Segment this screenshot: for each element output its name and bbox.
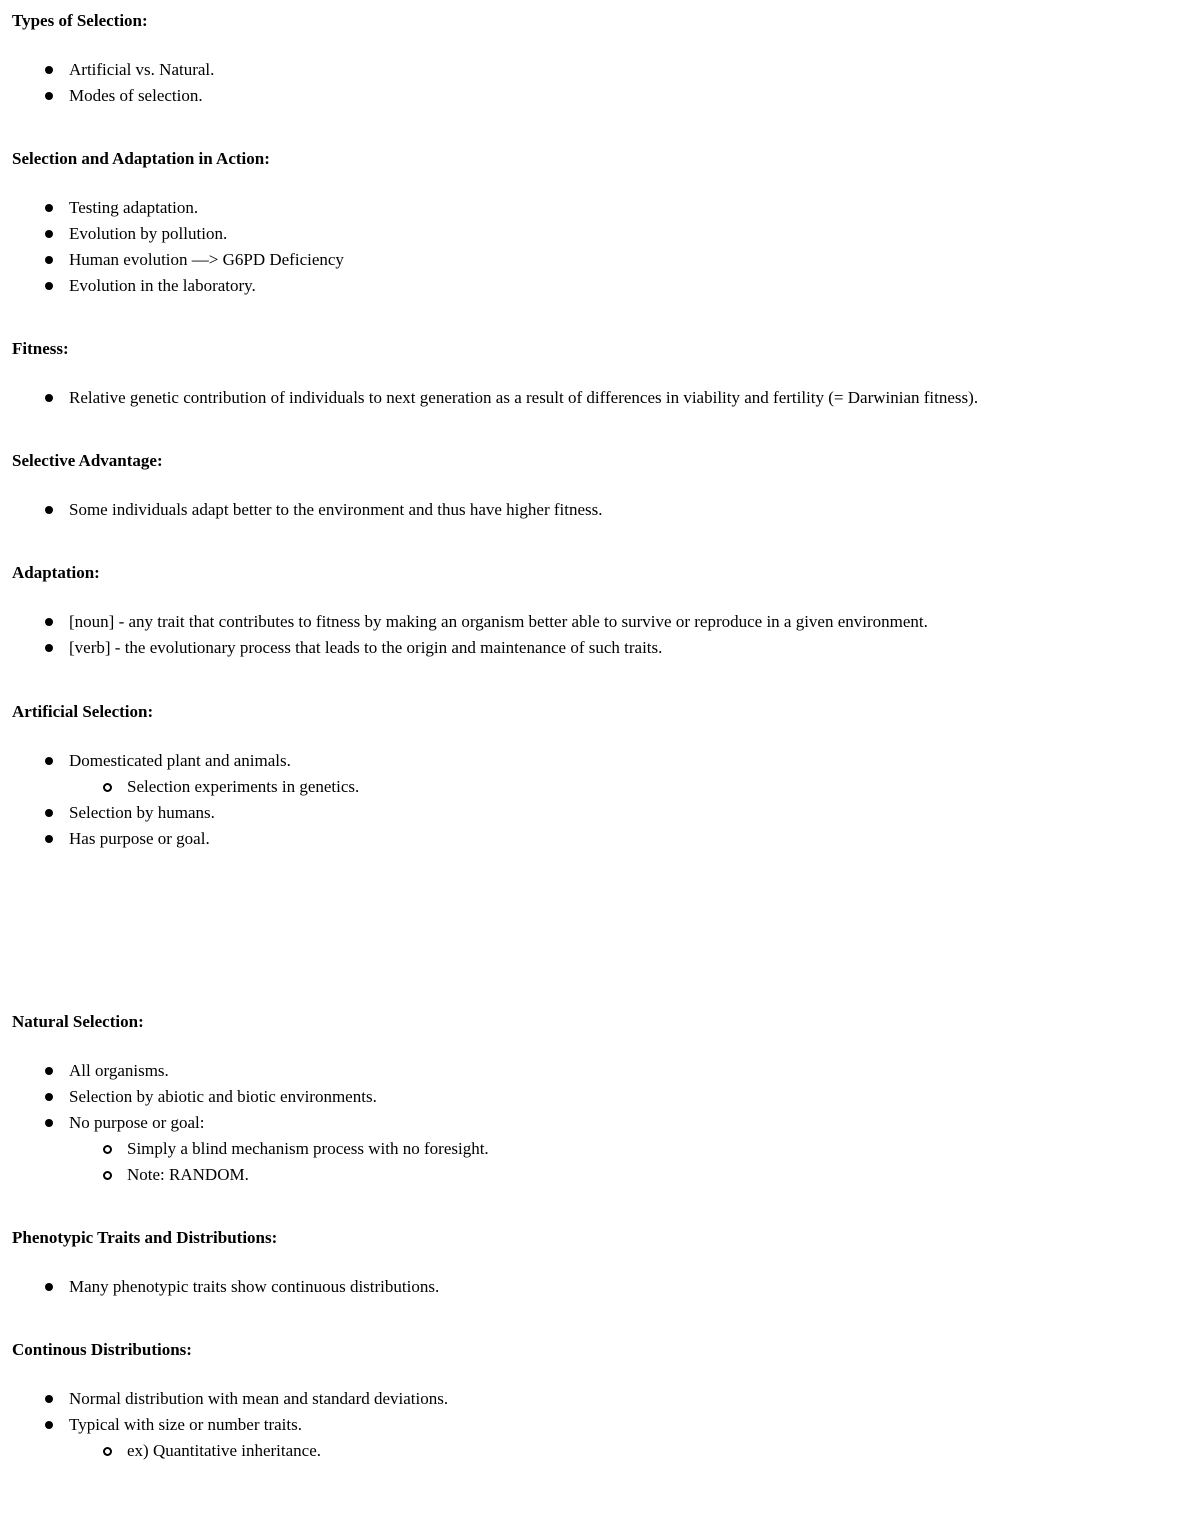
list-item: Typical with size or number traits. (12, 1412, 1182, 1438)
bullet-icon (45, 618, 53, 626)
bullet-list (12, 57, 1182, 109)
sub-list-item: ex) Quantitative inheritance. (12, 1438, 1182, 1464)
bullet-list (12, 609, 1182, 661)
hollow-bullet-icon (103, 1171, 112, 1180)
section-phenotypic-traits (12, 1228, 1182, 1300)
list-item: Normal distribution with mean and standard deviations. (12, 1386, 1182, 1412)
section-heading: Types of Selection: (12, 11, 148, 30)
list-item: Artificial vs. Natural. (12, 57, 1182, 83)
bullet-icon (45, 757, 53, 765)
bullet-icon (45, 809, 53, 817)
bullet-list (12, 195, 1182, 299)
list-item: Human evolution —> G6PD Deficiency (12, 247, 1182, 273)
bullet-icon (45, 644, 53, 652)
section-heading: Adaptation: (12, 563, 100, 582)
bullet-icon (45, 1395, 53, 1403)
section-selection-and-adaptation (12, 149, 1182, 299)
sub-list-item: Simply a blind mechanism process with no foresight. (12, 1136, 1182, 1162)
section-types-of-selection (12, 11, 1182, 109)
section-natural-selection (12, 1012, 1182, 1188)
bullet-icon (45, 282, 53, 290)
list-item: Domesticated plant and animals. (12, 748, 1182, 774)
list-item: Evolution in the laboratory. (12, 273, 1182, 299)
section-adaptation (12, 563, 1182, 661)
hollow-bullet-icon (103, 1145, 112, 1154)
list-item: Many phenotypic traits show continuous distributions. (12, 1274, 1182, 1300)
bullet-icon (45, 394, 53, 402)
bullet-icon (45, 204, 53, 212)
section-heading: Continous Distributions: (12, 1340, 192, 1359)
bullet-icon (45, 92, 53, 100)
list-item: Selection by humans. (12, 800, 1182, 826)
list-item: [noun] - any trait that contributes to fitness by making an organism better able to survive or reproduce in a given environment. (12, 609, 1182, 635)
list-item: Testing adaptation. (12, 195, 1182, 221)
list-item: Evolution by pollution. (12, 221, 1182, 247)
list-item: All organisms. (12, 1058, 1182, 1084)
bullet-list (12, 1386, 1182, 1464)
list-item: Relative genetic contribution of individuals to next generation as a result of differences in viability and fertility (= Darwinian fitness). (12, 385, 1182, 411)
section-heading: Phenotypic Traits and Distributions: (12, 1228, 278, 1247)
bullet-icon (45, 230, 53, 238)
bullet-icon (45, 256, 53, 264)
bullet-list (12, 1058, 1182, 1188)
section-artificial-selection (12, 702, 1182, 852)
bullet-list (12, 385, 1182, 411)
section-heading: Selective Advantage: (12, 451, 163, 470)
section-continuous-distributions (12, 1340, 1182, 1464)
section-heading: Selection and Adaptation in Action: (12, 149, 270, 168)
bullet-icon (45, 1119, 53, 1127)
bullet-icon (45, 1067, 53, 1075)
section-heading: Fitness: (12, 339, 69, 358)
bullet-icon (45, 506, 53, 514)
list-item: Some individuals adapt better to the environment and thus have higher fitness. (12, 497, 1182, 523)
sub-list-item: Selection experiments in genetics. (12, 774, 1182, 800)
section-heading: Natural Selection: (12, 1012, 144, 1031)
bullet-icon (45, 1283, 53, 1291)
list-item: No purpose or goal: (12, 1110, 1182, 1136)
bullet-list (12, 497, 1182, 523)
list-item: Has purpose or goal. (12, 826, 1182, 852)
section-heading: Artificial Selection: (12, 702, 154, 721)
sub-list-item: Note: RANDOM. (12, 1162, 1182, 1188)
list-item: [verb] - the evolutionary process that leads to the origin and maintenance of such traits. (12, 635, 1182, 661)
bullet-list (12, 748, 1182, 852)
bullet-icon (45, 66, 53, 74)
list-item: Modes of selection. (12, 83, 1182, 109)
hollow-bullet-icon (103, 783, 112, 792)
bullet-icon (45, 1093, 53, 1101)
section-fitness (12, 339, 1182, 411)
section-selective-advantage (12, 451, 1182, 523)
hollow-bullet-icon (103, 1447, 112, 1456)
list-item: Selection by abiotic and biotic environments. (12, 1084, 1182, 1110)
bullet-icon (45, 1421, 53, 1429)
bullet-list (12, 1274, 1182, 1300)
bullet-icon (45, 835, 53, 843)
